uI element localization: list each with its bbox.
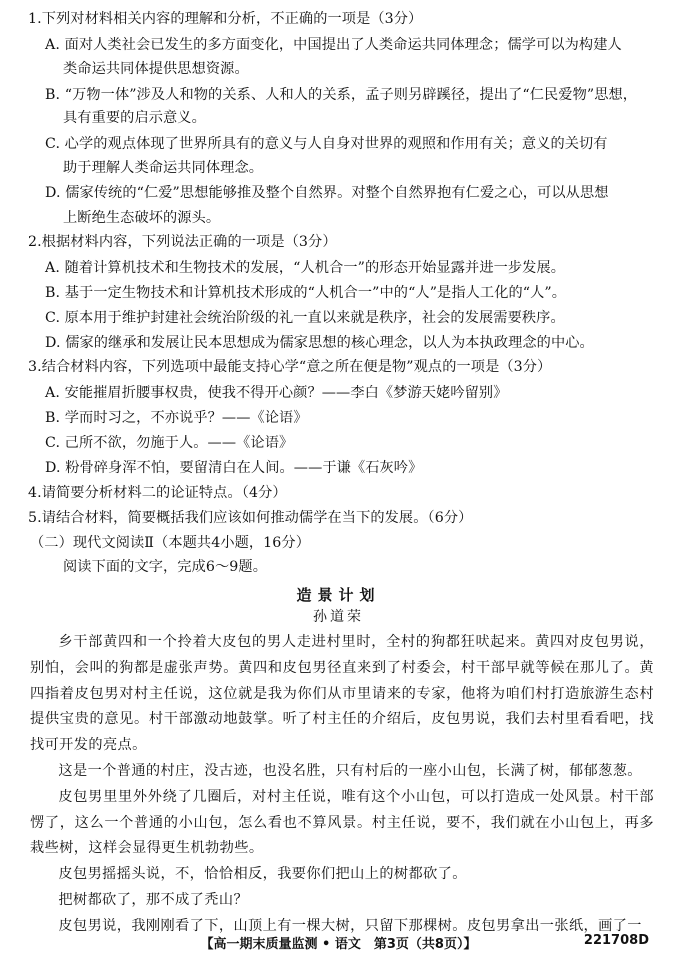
question-1-stem: 1.下列对材料相关内容的理解和分析，不正确的一项是（3分） [28, 11, 423, 27]
question-2-option-c: C. 原本用于维护封建社会统治阶级的礼一直以来就是秩序，社会的发展需要秩序。 [45, 310, 565, 326]
question-1-option-a-cont: 类命运共同体提供思想资源。 [63, 61, 249, 77]
story-paragraph: 乡干部黄四和一个拎着大皮包的男人走进村里时，全村的狗都狂吠起来。黄四对皮包男说，别怕，会叫的狗都是虚张声势。黄四和皮包男径直来到了村委会，村干部早就等候在那儿了。黄四指着皮包男对村主任说，这位就是我为你们从市里请来的专家，他将为咱们村打造旅游生态村提供宝贵的意见。村干部激动地鼓掌。听了村主任的介绍后，皮包男说，我们去村里看看吧，找找可开发的亮点。 [30, 634, 654, 754]
footer-title: 【高一期末质量监测 • 语文 第3页（共8页）】 [200, 937, 477, 952]
question-1-option-c: C. 心学的观点体现了世界所具有的意义与人自身对世界的观照和作用有关；意义的关切有 [45, 136, 608, 152]
section-heading: （二）现代文阅读Ⅱ（本题共4小题，16分） [30, 535, 311, 551]
question-5: 5.请结合材料，简要概括我们应该如何推动儒学在当下的发展。（6分） [28, 510, 473, 526]
question-1-option-d: D. 儒家传统的“仁爱”思想能够推及整个自然界。对整个自然界抱有仁爱之心，可以从思想 [45, 185, 609, 201]
story-title: 造景计划 [296, 586, 381, 604]
question-2-option-d: D. 儒家的继承和发展让民本思想成为儒家思想的核心理念，以人为本执政理念的中心。 [45, 335, 594, 351]
question-2-option-b: B. 基于一定生物技术和计算机技术形成的“人机合一”中的“人”是指人工化的“人”。 [45, 285, 567, 301]
section-instruction: 阅读下面的文字，完成6～9题。 [63, 559, 267, 575]
question-4: 4.请简要分析材料二的论证特点。（4分） [28, 485, 287, 501]
question-1-option-a: A. 面对人类社会已发生的多方面变化，中国提出了人类命运共同体理念；儒学可以为构建人 [45, 37, 622, 53]
question-2-stem: 2.根据材料内容，下列说法正确的一项是（3分） [28, 234, 337, 250]
story-paragraph: 皮包男里里外外绕了几圈后，对村主任说，唯有这个小山包，可以打造成一处风景。村干部愣了，这么一个普通的小山包，怎么看也不算风景。村主任说，要不，我们就在小山包上，再多栽些树，这样会显得更生机勃勃些。 [30, 788, 654, 857]
question-2-option-a: A. 随着计算机技术和生物技术的发展，“人机合一”的形态开始显露并进一步发展。 [45, 260, 566, 276]
question-3-option-a: A. 安能摧眉折腰事权贵，使我不得开心颜？——李白《梦游天姥吟留别》 [45, 385, 508, 401]
question-1-option-c-cont: 助于理解人类命运共同体理念。 [63, 160, 264, 176]
page-footer [0, 933, 677, 955]
story-paragraph: 皮包男说，我刚刚看了下，山顶上有一棵大树，只留下那棵树。皮包男拿出一张纸，画了一 [58, 917, 642, 934]
question-3-option-c: C. 己所不欲，勿施于人。——《论语》 [45, 435, 294, 451]
question-1-option-d-cont: 上断绝生态破坏的源头。 [63, 210, 221, 226]
question-3-option-d: D. 粉骨碎身浑不怕，要留清白在人间。——于谦《石灰吟》 [45, 460, 423, 476]
question-3-option-b: B. 学而时习之，不亦说乎？——《论语》 [45, 410, 308, 426]
story-body [30, 630, 654, 940]
story-paragraph: 把树都砍了，那不成了秃山？ [58, 891, 249, 908]
footer-code: 221708D [583, 933, 649, 948]
question-1-option-b-cont: 具有重要的启示意义。 [63, 110, 206, 126]
story-author: 孙道荣 [313, 609, 364, 625]
question-1-option-b: B. “万物一体”涉及人和物的关系、人和人的关系，孟子则另辟蹊径，提出了“仁民爱物”思想， [45, 87, 638, 103]
story-paragraph: 这是一个普通的村庄，没古迹，也没名胜，只有村后的一座小山包，长满了树，郁郁葱葱。 [58, 762, 642, 779]
story-paragraph: 皮包男摇摇头说，不，恰恰相反，我要你们把山上的树都砍了。 [58, 866, 467, 883]
question-3-stem: 3.结合材料内容，下列选项中最能支持心学“意之所在便是物”观点的一项是（3分） [28, 359, 552, 375]
